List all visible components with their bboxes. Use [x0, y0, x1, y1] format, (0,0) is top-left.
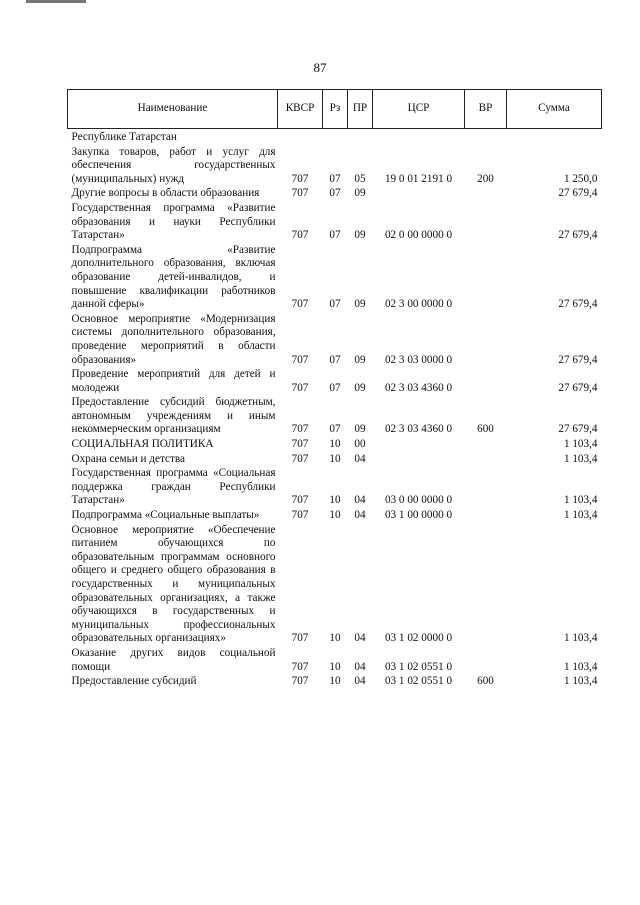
cell-pr: 09: [354, 229, 366, 242]
table-row: [68, 466, 602, 508]
cell-pr: 04: [354, 632, 366, 645]
cell-rz: 10: [329, 494, 341, 507]
cell-vr: [465, 437, 507, 452]
cell-csr: [373, 186, 465, 201]
cell-vr: [465, 508, 507, 523]
cell-pr: 09: [354, 381, 366, 394]
cell-rz: 07: [329, 187, 341, 200]
table-row: [68, 674, 602, 689]
cell-pr: 04: [354, 660, 366, 673]
header-kvsr: КВСР: [278, 90, 323, 129]
cell-pr: 04: [354, 494, 366, 507]
cell-sum: 1 250,0: [563, 172, 598, 185]
table-row: [68, 243, 602, 312]
cell-kvsr: 707: [291, 423, 309, 436]
cell-csr: 02 0 00 0000 0: [384, 229, 453, 242]
top-edge-mark: [26, 0, 86, 3]
cell-pr: 09: [354, 187, 366, 200]
cell-name: Закупка товаров, работ и услуг для обеспечения государственных (муниципальных) нужд: [71, 145, 276, 185]
cell-sum: 1 103,4: [563, 509, 598, 522]
cell-csr: 02 3 00 0000 0: [384, 298, 453, 311]
table-row: [68, 186, 602, 201]
cell-kvsr: 707: [291, 353, 309, 366]
cell-rz: 10: [329, 509, 341, 522]
cell-sum: 27 679,4: [558, 381, 598, 394]
table-row: [68, 523, 602, 646]
cell-sum: 27 679,4: [558, 187, 598, 200]
cell-sum: 1 103,4: [563, 494, 598, 507]
header-name: Наименование: [68, 90, 278, 129]
cell-name: Другие вопросы в области образования: [71, 187, 260, 200]
cell-sum: 27 679,4: [558, 298, 598, 311]
table-row: [68, 367, 602, 395]
table-row: [68, 312, 602, 367]
cell-name: Оказание других видов социальной помощи: [71, 646, 276, 673]
cell-kvsr: 707: [291, 660, 309, 673]
cell-name: Подпрограмма «Развитие дополнительного образования, включая образование детей-инвалидов, и повышение квалификации работников данной сферы»: [71, 243, 276, 311]
cell-pr: 04: [354, 675, 366, 688]
cell-kvsr: 707: [291, 509, 309, 522]
cell-vr: 600: [477, 423, 494, 436]
cell-kvsr: 707: [291, 298, 309, 311]
cell-name: СОЦИАЛЬНАЯ ПОЛИТИКА: [71, 438, 214, 451]
cell-rz: 10: [329, 675, 341, 688]
cell-csr: [373, 437, 465, 452]
cell-name: Предоставление субсидий: [71, 675, 197, 688]
cell-rz: 10: [329, 452, 341, 465]
cell-sum: [507, 129, 602, 145]
cell-pr: 04: [354, 452, 366, 465]
cell-vr: [465, 201, 507, 243]
cell-rz: 10: [329, 632, 341, 645]
cell-name: Республике Татарстан: [71, 131, 177, 143]
table-row: [68, 395, 602, 437]
cell-name: Подпрограмма «Социальные выплаты»: [71, 509, 260, 522]
cell-vr: [465, 186, 507, 201]
cell-vr: [465, 243, 507, 312]
cell-pr: 00: [354, 438, 366, 451]
table-row: [68, 646, 602, 674]
cell-csr: 02 3 03 0000 0: [384, 353, 453, 366]
cell-vr: [465, 129, 507, 145]
cell-kvsr: 707: [291, 187, 309, 200]
cell-kvsr: 707: [291, 229, 309, 242]
table-row: [68, 508, 602, 523]
cell-kvsr: 707: [291, 675, 309, 688]
cell-csr: 02 3 03 4360 0: [384, 381, 453, 394]
cell-pr: [348, 129, 373, 145]
cell-kvsr: [278, 129, 323, 145]
cell-csr: 02 3 03 4360 0: [384, 423, 453, 436]
cell-vr: [465, 312, 507, 367]
table-row: [68, 129, 602, 145]
cell-kvsr: 707: [291, 438, 309, 451]
table-row: [68, 201, 602, 243]
header-sum: Сумма: [507, 90, 602, 129]
cell-sum: 1 103,4: [563, 660, 598, 673]
cell-csr: [373, 452, 465, 467]
cell-csr: 03 1 02 0551 0: [384, 675, 453, 688]
cell-vr: [465, 646, 507, 674]
budget-table: [67, 89, 602, 689]
cell-rz: 07: [329, 381, 341, 394]
header-pr: ПР: [348, 90, 373, 129]
cell-sum: 1 103,4: [563, 438, 598, 451]
cell-sum: 27 679,4: [558, 229, 598, 242]
cell-csr: 03 1 00 0000 0: [384, 509, 453, 522]
cell-vr: [465, 452, 507, 467]
cell-kvsr: 707: [291, 381, 309, 394]
cell-csr: [373, 129, 465, 145]
cell-rz: 07: [329, 353, 341, 366]
cell-pr: 04: [354, 509, 366, 522]
header-row: [68, 90, 602, 129]
cell-vr: [465, 466, 507, 508]
header-csr: ЦСР: [373, 90, 465, 129]
cell-rz: 07: [329, 298, 341, 311]
cell-vr: 200: [477, 172, 494, 185]
cell-vr: [465, 523, 507, 646]
table-row: [68, 452, 602, 467]
cell-name: Государственная программа «Социальная поддержка граждан Республики Татарстан»: [71, 467, 276, 507]
cell-csr: 03 1 02 0000 0: [384, 632, 453, 645]
table-row: [68, 437, 602, 452]
cell-sum: 27 679,4: [558, 353, 598, 366]
cell-kvsr: 707: [291, 632, 309, 645]
cell-csr: 19 0 01 2191 0: [384, 172, 453, 185]
table-body: [68, 129, 602, 689]
cell-name: Основное мероприятие «Модернизация системы дополнительного образования, проведение мероприятий в области образования»: [71, 312, 276, 366]
cell-rz: 07: [329, 172, 341, 185]
cell-sum: 1 103,4: [563, 452, 598, 465]
cell-rz: [323, 129, 348, 145]
cell-name: Проведение мероприятий для детей и молодежи: [71, 368, 276, 394]
header-vr: ВР: [465, 90, 507, 129]
table-row: [68, 145, 602, 187]
table-header: [68, 90, 602, 129]
header-rz: Рз: [323, 90, 348, 129]
cell-csr: 03 0 00 0000 0: [384, 494, 453, 507]
cell-sum: 1 103,4: [563, 675, 598, 688]
cell-pr: 09: [354, 298, 366, 311]
cell-name: Основное мероприятие «Обеспечение питанием обучающихся по образовательным программам основного общего и среднего общего образования в государственных и муниципальных образовательных организациях, а также обучающихся в государственных и муниципальных профессиональных образовательных организациях»: [71, 523, 276, 645]
cell-rz: 10: [329, 660, 341, 673]
cell-kvsr: 707: [291, 494, 309, 507]
cell-name: Охрана семьи и детства: [71, 452, 185, 465]
cell-kvsr: 707: [291, 452, 309, 465]
cell-pr: 09: [354, 423, 366, 436]
cell-kvsr: 707: [291, 172, 309, 185]
cell-pr: 09: [354, 353, 366, 366]
cell-pr: 05: [354, 172, 366, 185]
cell-rz: 07: [329, 423, 341, 436]
cell-rz: 07: [329, 229, 341, 242]
cell-name: Предоставление субсидий бюджетным, автономным учреждениям и иным некоммерческим организациям: [71, 396, 276, 436]
cell-rz: 10: [329, 438, 341, 451]
page-number: 87: [313, 60, 327, 75]
cell-sum: 1 103,4: [563, 632, 598, 645]
cell-csr: 03 1 02 0551 0: [384, 660, 453, 673]
cell-vr: [465, 367, 507, 395]
cell-sum: 27 679,4: [558, 423, 598, 436]
cell-name: Государственная программа «Развитие образования и науки Республики Татарстан»: [71, 201, 276, 242]
cell-vr: 600: [477, 675, 494, 688]
